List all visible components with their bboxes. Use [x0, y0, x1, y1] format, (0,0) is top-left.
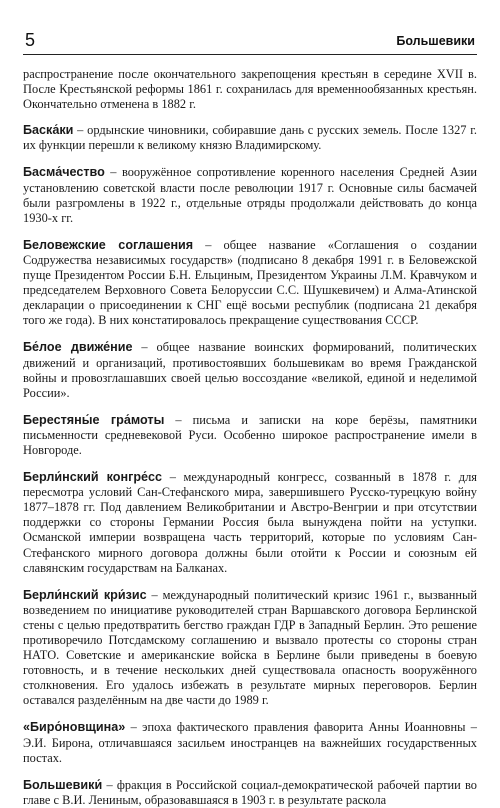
glossary-entry-basmachestvo [23, 165, 477, 225]
entry-term: Берестяны́е гра́моты [23, 412, 165, 427]
entry-definition: распространение после окончательного закрепощения крестьян в середине XVII в. После Крестьянской реформы 1861 г. сохранилась для временнообязанных крестьян. Окончательно отменена в 1882 г. [23, 67, 477, 112]
glossary-entry-berlinskiy-krizis [23, 588, 477, 709]
entry-term: Басма́чество [23, 165, 105, 180]
glossary-entry-berlinskiy-kongress [23, 470, 477, 576]
entry-definition: – международный конгресс, созванный в 1878 г. для пересмотра условий Сан-Стефанского мира, завершившего Русско-турецкую войну 1877–1878 гг. Под давлением Великобритании и Австро-Венгрии и при отсутствии поддержки со стороны Германии Россия была вынуждена пойти на уступки. Османской империи возвращена часть территорий, которые по условиям Сан-Стефанского мирного договора должны были отойти к России и союзным ей славянским государствам на Балканах. [23, 470, 477, 575]
entry-term: Беловежские соглашения [23, 237, 194, 252]
glossary-entry-beloe-dvizhenie [23, 340, 477, 400]
entry-definition: – эпоха фактического правления фаворита Анны Иоанновны – Э.И. Бирона, отличавшаяся засильем иностранцев на важнейших государственных постах. [23, 720, 477, 765]
running-title: Большевики [396, 34, 475, 48]
page-number: 5 [25, 30, 36, 50]
glossary-entry-baskaki [23, 123, 477, 153]
entry-term: Берли́нский конгре́сс [23, 470, 163, 485]
entry-definition: – общее название «Соглашения о создании Содружества независимых государств» (подписано 8 декабря 1991 г. в Беловежской пуще Президентом России Б.Н. Ельциным, Президентом Украины Л.М. Кравчуком и председателем Верховного Совета Белоруссии С.С. Шушкевичем) и Алма-Атинской декларации о присоединении к СНГ ещё восьми республик (подписана 21 декабря того же года). В них констатировалось прекращение существования СССР. [23, 237, 477, 328]
entry-definition: – письма и записки на коре берёзы, памятники письменности средневековой Руси. Особенно широкое распространение имели в Новгороде. [23, 412, 477, 457]
glossary-entry-berestyanye-gramoty [23, 413, 477, 458]
entry-term: Большевики́ [23, 777, 103, 792]
entry-term: Бе́лое движе́ние [23, 340, 133, 355]
entry-definition: – вооружённое сопротивление коренного населения Средней Азии установлению советской власти после революции 1917 г. Основные силы басмачей были разгромлены в 1922 г., отдельные отряды продолжали действовать до конца 1930-х гг. [23, 165, 477, 225]
glossary-body [23, 67, 477, 808]
entry-term: «Биро́новщина» [23, 720, 126, 735]
entry-term: Берли́нский кри́зис [23, 587, 147, 602]
glossary-entry-bolsheviki [23, 778, 477, 808]
entry-definition: – общее название воинских формирований, политических движений и организаций, противостоявших большевикам во время Гражданской войны и провозглашавших своей целью воссоздание «великой, единой и неделимой России». [23, 340, 477, 400]
glossary-entry-bironovshchina [23, 720, 477, 765]
entry-definition: – фракция в Российской социал-демократической рабочей партии во главе с В.И. Лениным, образовавшаяся в 1903 г. в результате раскола [23, 777, 477, 807]
entry-term: Баска́ки [23, 123, 74, 138]
glossary-entry-continuation [23, 67, 477, 112]
page-header [23, 30, 477, 55]
entry-definition: – ордынские чиновники, собиравшие дань с русских земель. После 1327 г. их функции перешли к великому князю Владимирскому. [23, 123, 477, 153]
glossary-entry-belovezhskie [23, 238, 477, 329]
entry-definition: – международный политический кризис 1961 г., вызванный возведением по инициативе руководителей стран Варшавского договора Берлинской стены с целью предотвратить бегство граждан ГДР в Западный Берлин. Это решение противоречило Потсдамскому соглашению и вызвало протесты со стороны стран НАТО. Советские и американские войска в Берлине были приведены в боевую готовность, и в течение нескольких дней существовала опасность вооружённого столкновения. Его удалось избежать в результате мирных переговоров. Берлин оставался разделённым на две части до 1989 г. [23, 587, 477, 708]
